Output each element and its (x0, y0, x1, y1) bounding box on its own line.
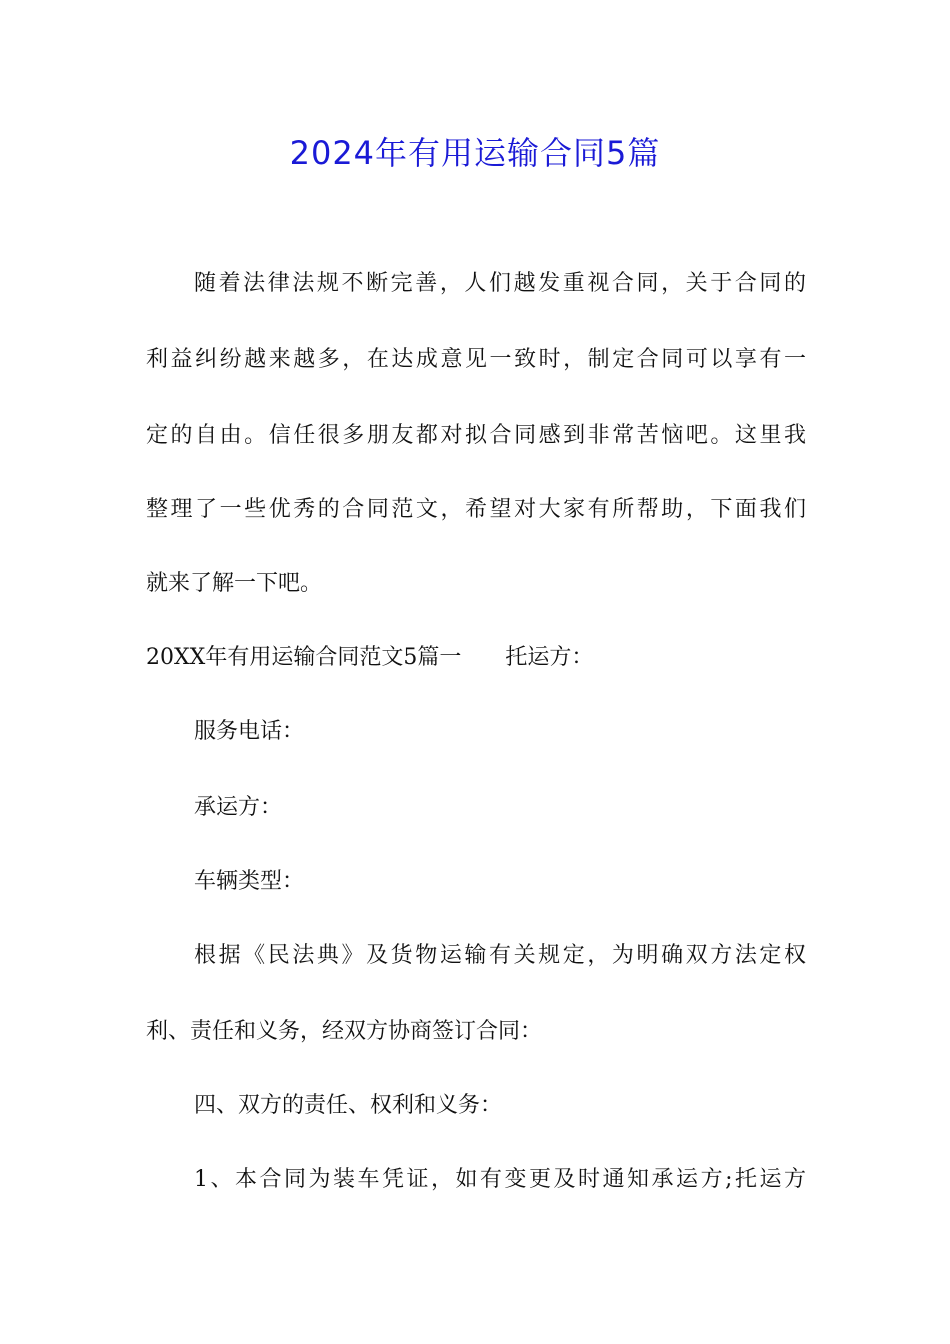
document-title: 2024年有用运输合同5篇 (289, 134, 661, 172)
section-heading: 20XX年有用运输合同范文5篇一 托运方： (146, 645, 594, 670)
clause-heading: 四、双方的责任、权利和义务： (194, 1093, 503, 1118)
paragraph-line: 利、责任和义务，经双方协商签订合同： (146, 1019, 543, 1044)
field-label-vehicle-type: 车辆类型： (194, 869, 305, 894)
field-label-carrier: 承运方： (194, 795, 283, 820)
paragraph-line: 根据《民法典》及货物运输有关规定，为明确双方法定权 (194, 943, 806, 968)
clause-item: 1、本合同为装车凭证，如有变更及时通知承运方;托运方 (194, 1167, 806, 1192)
paragraph-line: 整理了一些优秀的合同范文，希望对大家有所帮助，下面我们 (146, 497, 806, 522)
paragraph-line: 定的自由。信任很多朋友都对拟合同感到非常苦恼吧。这里我 (146, 423, 806, 448)
paragraph-line: 随着法律法规不断完善，人们越发重视合同，关于合同的 (194, 271, 806, 296)
field-label-phone: 服务电话： (194, 719, 305, 744)
paragraph-line: 利益纠纷越来越多，在达成意见一致时，制定合同可以享有一 (146, 347, 806, 372)
paragraph-line: 就来了解一下吧。 (146, 571, 323, 596)
